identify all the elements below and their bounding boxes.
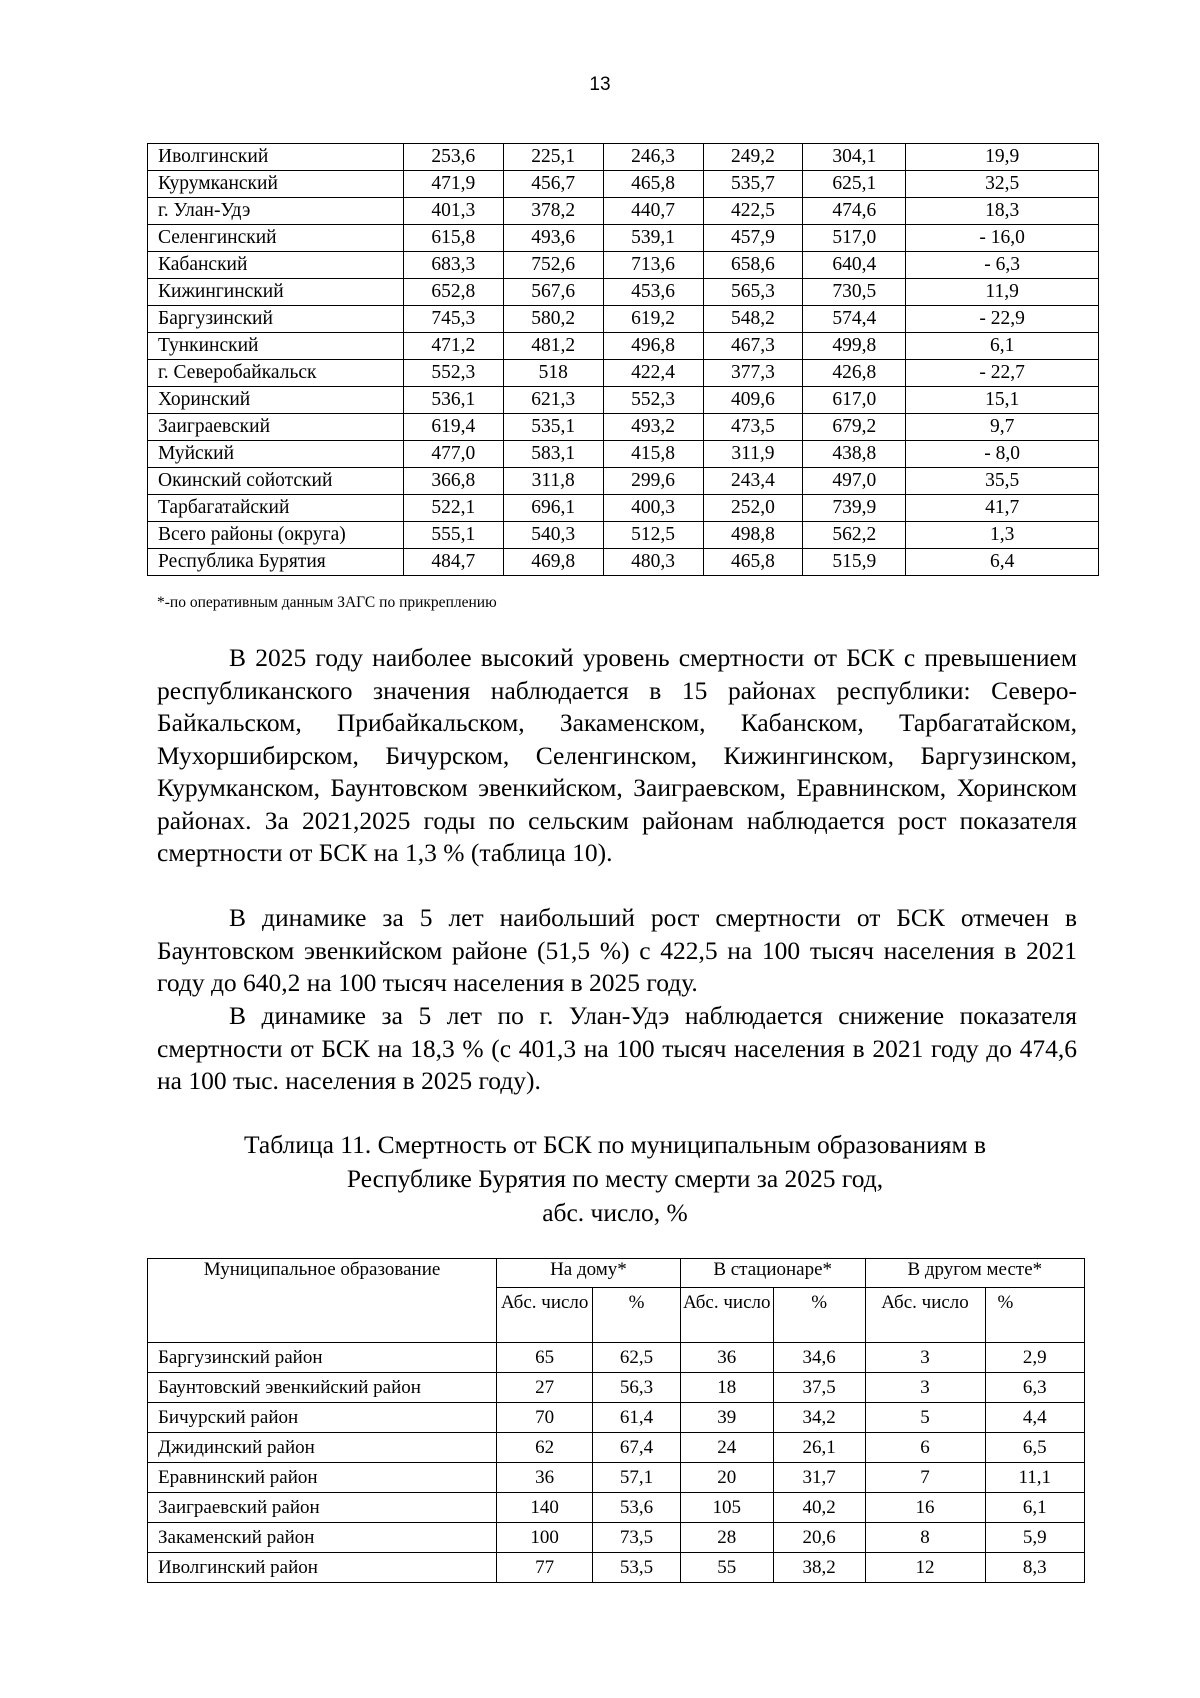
value-cell: 453,6 — [603, 279, 703, 306]
paragraph-high-mortality-districts — [157, 642, 1077, 870]
value-cell: 474,6 — [803, 198, 906, 225]
row-label-cell: Окинский сойотский — [148, 468, 404, 495]
subheader-percent: % — [985, 1288, 1084, 1343]
table-row — [148, 198, 1099, 225]
value-cell: 28 — [680, 1523, 773, 1553]
value-cell: 31,7 — [773, 1463, 865, 1493]
value-cell: 517,0 — [803, 225, 906, 252]
value-cell: 100 — [497, 1523, 593, 1553]
row-label-cell: Хоринский — [148, 387, 404, 414]
value-cell: 658,6 — [703, 252, 803, 279]
mortality-by-place-body — [148, 1343, 1085, 1583]
value-cell: 55 — [680, 1553, 773, 1583]
value-cell: 6,1 — [985, 1493, 1084, 1523]
table-row — [148, 522, 1099, 549]
value-cell: 252,0 — [703, 495, 803, 522]
row-label-cell: Баргузинский район — [148, 1343, 497, 1373]
row-label-cell: Бичурский район — [148, 1403, 497, 1433]
row-label-cell: Тункинский — [148, 333, 404, 360]
value-cell: 583,1 — [503, 441, 603, 468]
value-cell: - 8,0 — [906, 441, 1099, 468]
value-cell: 40,2 — [773, 1493, 865, 1523]
row-label-cell: Муйский — [148, 441, 404, 468]
table-row — [148, 333, 1099, 360]
table-row — [148, 495, 1099, 522]
value-cell: 140 — [497, 1493, 593, 1523]
value-cell: 6,5 — [985, 1433, 1084, 1463]
table-row — [148, 1463, 1085, 1493]
table-row — [148, 441, 1099, 468]
table-row — [148, 252, 1099, 279]
header-other-place: В другом месте* — [865, 1259, 1084, 1288]
value-cell: 471,9 — [403, 171, 503, 198]
header-municipality: Муниципальное образование — [148, 1259, 497, 1343]
value-cell: 539,1 — [603, 225, 703, 252]
value-cell: 496,8 — [603, 333, 703, 360]
mortality-table-continued — [147, 143, 1099, 576]
value-cell: 683,3 — [403, 252, 503, 279]
table-row — [148, 225, 1099, 252]
table-row — [148, 1403, 1085, 1433]
caption-line: Республике Бурятия по месту смерти за 2025 год, — [346, 1164, 884, 1193]
row-label-cell: Кижингинский — [148, 279, 404, 306]
value-cell: 65 — [497, 1343, 593, 1373]
value-cell: 53,6 — [593, 1493, 681, 1523]
value-cell: 625,1 — [803, 171, 906, 198]
value-cell: 2,9 — [985, 1343, 1084, 1373]
table-row — [148, 171, 1099, 198]
value-cell: 567,6 — [503, 279, 603, 306]
value-cell: 457,9 — [703, 225, 803, 252]
value-cell: 36 — [497, 1463, 593, 1493]
row-label-cell: Заиграевский район — [148, 1493, 497, 1523]
value-cell: 422,4 — [603, 360, 703, 387]
caption-line: Таблица 11. Смертность от БСК по муниципальным образованиям в — [243, 1130, 987, 1159]
value-cell: 20,6 — [773, 1523, 865, 1553]
value-cell: 739,9 — [803, 495, 906, 522]
table-header-row — [148, 1259, 1085, 1288]
value-cell: 34,2 — [773, 1403, 865, 1433]
table-row — [148, 414, 1099, 441]
value-cell: 552,3 — [403, 360, 503, 387]
value-cell: 246,3 — [603, 144, 703, 171]
caption-line: абс. число, % — [542, 1198, 688, 1227]
value-cell: 471,2 — [403, 333, 503, 360]
value-cell: 16 — [865, 1493, 985, 1523]
value-cell: 8,3 — [985, 1553, 1084, 1583]
value-cell: 32,5 — [906, 171, 1099, 198]
value-cell: 378,2 — [503, 198, 603, 225]
value-cell: 57,1 — [593, 1463, 681, 1493]
value-cell: 304,1 — [803, 144, 906, 171]
value-cell: 8 — [865, 1523, 985, 1553]
value-cell: - 16,0 — [906, 225, 1099, 252]
value-cell: 730,5 — [803, 279, 906, 306]
value-cell: 3 — [865, 1343, 985, 1373]
page-number: 13 — [589, 74, 611, 95]
value-cell: 253,6 — [403, 144, 503, 171]
value-cell: 619,4 — [403, 414, 503, 441]
value-cell: 617,0 — [803, 387, 906, 414]
table-row — [148, 144, 1099, 171]
table-row — [148, 387, 1099, 414]
value-cell: 36 — [680, 1343, 773, 1373]
value-cell: 422,5 — [703, 198, 803, 225]
value-cell: 67,4 — [593, 1433, 681, 1463]
row-label-cell: Иволгинский район — [148, 1553, 497, 1583]
value-cell: 535,1 — [503, 414, 603, 441]
row-label-cell: Курумканский — [148, 171, 404, 198]
mortality-table-body — [148, 144, 1099, 576]
row-label-cell: Иволгинский — [148, 144, 404, 171]
paragraph-text: В динамике за 5 лет наибольший рост смертности от БСК отмечен в Баунтовском эвенкийском районе (51,5 %) с 422,5 на 100 тысяч населения в 2021 году до 640,2 на 100 тысяч населения в 2025 году. — [157, 903, 1077, 997]
value-cell: 552,3 — [603, 387, 703, 414]
value-cell: 481,2 — [503, 333, 603, 360]
value-cell: 469,8 — [503, 549, 603, 576]
value-cell: 752,6 — [503, 252, 603, 279]
value-cell: 56,3 — [593, 1373, 681, 1403]
value-cell: 62 — [497, 1433, 593, 1463]
value-cell: - 22,9 — [906, 306, 1099, 333]
value-cell: 555,1 — [403, 522, 503, 549]
value-cell: 548,2 — [703, 306, 803, 333]
value-cell: 565,3 — [703, 279, 803, 306]
value-cell: 696,1 — [503, 495, 603, 522]
value-cell: 225,1 — [503, 144, 603, 171]
row-label-cell: Заиграевский — [148, 414, 404, 441]
value-cell: 35,5 — [906, 468, 1099, 495]
value-cell: 70 — [497, 1403, 593, 1433]
row-label-cell: Баунтовский эвенкийский район — [148, 1373, 497, 1403]
value-cell: 467,3 — [703, 333, 803, 360]
value-cell: 299,6 — [603, 468, 703, 495]
row-label-cell: г. Улан-Удэ — [148, 198, 404, 225]
value-cell: 1,3 — [906, 522, 1099, 549]
value-cell: 77 — [497, 1553, 593, 1583]
subheader-abs: Абс. число — [497, 1288, 593, 1343]
value-cell: 480,3 — [603, 549, 703, 576]
value-cell: 24 — [680, 1433, 773, 1463]
value-cell: 6,3 — [985, 1373, 1084, 1403]
value-cell: 493,2 — [603, 414, 703, 441]
row-label-cell: Республика Бурятия — [148, 549, 404, 576]
table-row — [148, 1373, 1085, 1403]
value-cell: 540,3 — [503, 522, 603, 549]
value-cell: 18,3 — [906, 198, 1099, 225]
value-cell: 11,1 — [985, 1463, 1084, 1493]
paragraph-text: В динамике за 5 лет по г. Улан-Удэ наблюдается снижение показателя смертности от БСК на 18,3 % (с 401,3 на 100 тысяч населения в 2021 году до 474,6 на 100 тыс. населения в 2025 году). — [157, 1001, 1077, 1095]
value-cell: 38,2 — [773, 1553, 865, 1583]
value-cell: 535,7 — [703, 171, 803, 198]
value-cell: 6,1 — [906, 333, 1099, 360]
subheader-percent: % — [593, 1288, 681, 1343]
value-cell: 26,1 — [773, 1433, 865, 1463]
value-cell: 53,5 — [593, 1553, 681, 1583]
value-cell: 4,4 — [985, 1403, 1084, 1433]
row-label-cell: Закаменский район — [148, 1523, 497, 1553]
value-cell: 27 — [497, 1373, 593, 1403]
value-cell: - 6,3 — [906, 252, 1099, 279]
value-cell: 400,3 — [603, 495, 703, 522]
value-cell: 518 — [503, 360, 603, 387]
value-cell: 311,9 — [703, 441, 803, 468]
value-cell: 465,8 — [603, 171, 703, 198]
table-footnote: *-по оперативным данным ЗАГС по прикреплению — [157, 594, 497, 611]
value-cell: 574,4 — [803, 306, 906, 333]
value-cell: 497,0 — [803, 468, 906, 495]
value-cell: 498,8 — [703, 522, 803, 549]
value-cell: 41,7 — [906, 495, 1099, 522]
value-cell: 522,1 — [403, 495, 503, 522]
table-row — [148, 1343, 1085, 1373]
value-cell: 477,0 — [403, 441, 503, 468]
row-label-cell: Кабанский — [148, 252, 404, 279]
value-cell: 5,9 — [985, 1523, 1084, 1553]
value-cell: 62,5 — [593, 1343, 681, 1373]
value-cell: 619,2 — [603, 306, 703, 333]
value-cell: 9,7 — [906, 414, 1099, 441]
table-row — [148, 360, 1099, 387]
value-cell: 6,4 — [906, 549, 1099, 576]
row-label-cell: Всего районы (округа) — [148, 522, 404, 549]
value-cell: 456,7 — [503, 171, 603, 198]
value-cell: 6 — [865, 1433, 985, 1463]
value-cell: 640,4 — [803, 252, 906, 279]
value-cell: 679,2 — [803, 414, 906, 441]
value-cell: 11,9 — [906, 279, 1099, 306]
value-cell: 7 — [865, 1463, 985, 1493]
row-label-cell: Тарбагатайский — [148, 495, 404, 522]
row-label-cell: г. Северобайкальск — [148, 360, 404, 387]
table-row — [148, 1553, 1085, 1583]
value-cell: 249,2 — [703, 144, 803, 171]
table-row — [148, 468, 1099, 495]
subheader-abs: Абс. число — [680, 1288, 773, 1343]
table-row — [148, 306, 1099, 333]
value-cell: 615,8 — [403, 225, 503, 252]
paragraph-ulan-ude-dynamics — [157, 1000, 1077, 1098]
value-cell: - 22,7 — [906, 360, 1099, 387]
value-cell: 61,4 — [593, 1403, 681, 1433]
value-cell: 39 — [680, 1403, 773, 1433]
table-row — [148, 279, 1099, 306]
subheader-abs: Абс. число — [865, 1288, 985, 1343]
paragraph-bauntovsky-growth — [157, 902, 1077, 1000]
mortality-by-place-table — [147, 1258, 1085, 1583]
value-cell: 499,8 — [803, 333, 906, 360]
subheader-percent: % — [773, 1288, 865, 1343]
paragraph-text: В 2025 году наиболее высокий уровень смертности от БСК с превышением республиканского значения наблюдается в 15 районах республики: Северо-Байкальском, Прибайкальском, Закаменском, Кабанском, Тарбагатайском, Мухоршибирском, Бичурском, Селенгинском, Кижингинском, Баргузинском, Курумканском, Баунтовском эвенкийском, Заиграевском, Еравнинском, Хоринском районах. За 2021,2025 годы по сельским районам наблюдается рост показателя смертности от БСК на 1,3 % (таблица 10). — [157, 643, 1077, 867]
value-cell: 377,3 — [703, 360, 803, 387]
value-cell: 18 — [680, 1373, 773, 1403]
value-cell: 484,7 — [403, 549, 503, 576]
value-cell: 580,2 — [503, 306, 603, 333]
value-cell: 20 — [680, 1463, 773, 1493]
value-cell: 512,5 — [603, 522, 703, 549]
value-cell: 473,5 — [703, 414, 803, 441]
value-cell: 652,8 — [403, 279, 503, 306]
value-cell: 515,9 — [803, 549, 906, 576]
value-cell: 15,1 — [906, 387, 1099, 414]
value-cell: 401,3 — [403, 198, 503, 225]
value-cell: 493,6 — [503, 225, 603, 252]
table-caption — [0, 1128, 1200, 1230]
value-cell: 465,8 — [703, 549, 803, 576]
value-cell: 3 — [865, 1373, 985, 1403]
value-cell: 5 — [865, 1403, 985, 1433]
value-cell: 536,1 — [403, 387, 503, 414]
value-cell: 621,3 — [503, 387, 603, 414]
value-cell: 12 — [865, 1553, 985, 1583]
value-cell: 562,2 — [803, 522, 906, 549]
row-label-cell: Селенгинский — [148, 225, 404, 252]
value-cell: 37,5 — [773, 1373, 865, 1403]
value-cell: 73,5 — [593, 1523, 681, 1553]
table-row — [148, 1523, 1085, 1553]
value-cell: 713,6 — [603, 252, 703, 279]
table-row — [148, 1433, 1085, 1463]
value-cell: 311,8 — [503, 468, 603, 495]
value-cell: 440,7 — [603, 198, 703, 225]
value-cell: 34,6 — [773, 1343, 865, 1373]
header-in-hospital: В стационаре* — [680, 1259, 865, 1288]
row-label-cell: Джидинский район — [148, 1433, 497, 1463]
value-cell: 745,3 — [403, 306, 503, 333]
value-cell: 243,4 — [703, 468, 803, 495]
row-label-cell: Баргузинский — [148, 306, 404, 333]
value-cell: 415,8 — [603, 441, 703, 468]
table-row — [148, 1493, 1085, 1523]
value-cell: 438,8 — [803, 441, 906, 468]
row-label-cell: Еравнинский район — [148, 1463, 497, 1493]
value-cell: 105 — [680, 1493, 773, 1523]
value-cell: 366,8 — [403, 468, 503, 495]
table-row — [148, 549, 1099, 576]
header-at-home: На дому* — [497, 1259, 681, 1288]
value-cell: 19,9 — [906, 144, 1099, 171]
value-cell: 409,6 — [703, 387, 803, 414]
value-cell: 426,8 — [803, 360, 906, 387]
